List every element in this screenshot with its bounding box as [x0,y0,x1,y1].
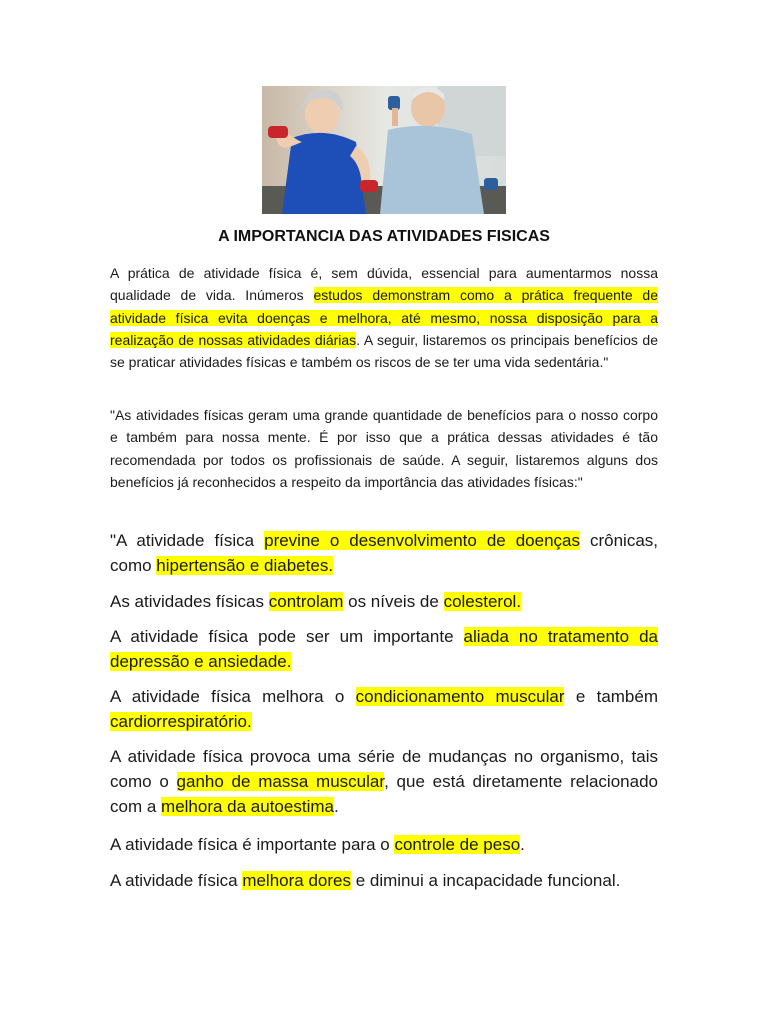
benefit-highlight: ganho de massa muscular [176,772,385,791]
benefit-text: e também [564,687,659,706]
benefit-highlight: controlam [268,592,344,611]
benefit-highlight: melhora da autoestima [161,797,334,816]
benefit-text: A atividade física [110,871,243,890]
benefit-item [110,624,658,674]
benefit-item [110,868,658,893]
intro-text-end: . A seguir, listaremos os principais benefícios de se praticar atividades físicas e também os riscos de se ter uma vida sedentária." [110,331,658,371]
benefit-text: crônicas, como [110,531,659,575]
benefit-text: "A atividade física [110,531,265,550]
benefit-highlight: colesterol. [443,592,522,611]
quote-paragraph: "As atividades físicas geram uma grande quantidade de benefícios para o nosso corpo e também para nossa mente. É por isso que a prática dessas atividades é tão recomendada por todos os profissionais de saúde. A seguir, listaremos alguns dos benefícios já reconhecidos a respeito da importância das atividades físicas:" [110,407,658,490]
benefit-text: A atividade física provoca uma série de mudanças no organismo, tais como o [110,747,658,791]
benefit-item [110,684,658,734]
benefit-highlight: cardiorrespiratório. [110,712,252,731]
benefit-highlight: aliada no tratamento da depressão e ansiedade. [110,627,658,671]
benefit-item [110,589,658,614]
benefit-highlight: controle de peso [394,835,521,854]
benefit-text: A atividade física melhora o [110,687,356,706]
intro-text-start: A prática de atividade física é, sem dúvida, essencial para aumentarmos nossa qualidade de vida. Inúmeros [110,265,658,304]
benefit-text: A atividade física é importante para o [110,835,395,854]
benefit-item [110,744,658,819]
benefit-text: , que está diretamente relacionado com a [110,772,658,816]
intro-paragraph [110,262,658,373]
benefit-text: os níveis de [343,592,444,611]
benefit-text: A atividade física pode ser um importante [110,627,464,646]
benefit-text: As atividades físicas [110,592,269,611]
document-title: A IMPORTANCIA DAS ATIVIDADES FISICAS [218,228,550,245]
benefit-item [110,528,658,578]
benefit-text: e diminui a incapacidade funcional. [350,871,621,890]
benefit-highlight: previne o desenvolvimento de doenças [264,531,580,550]
benefit-text: . [333,797,339,816]
benefit-highlight: hipertensão e diabetes. [156,556,334,575]
benefit-item [110,832,658,857]
intro-highlight: estudos demonstram como a prática frequente de atividade física evita doenças e melhora, até mesmo, nossa disposição para a realização de nossas atividades diárias [110,287,659,348]
benefit-highlight: melhora dores [242,871,351,890]
exercise-photo [262,86,506,214]
benefit-text: . [520,835,525,854]
benefit-highlight: condicionamento muscular [355,687,565,706]
